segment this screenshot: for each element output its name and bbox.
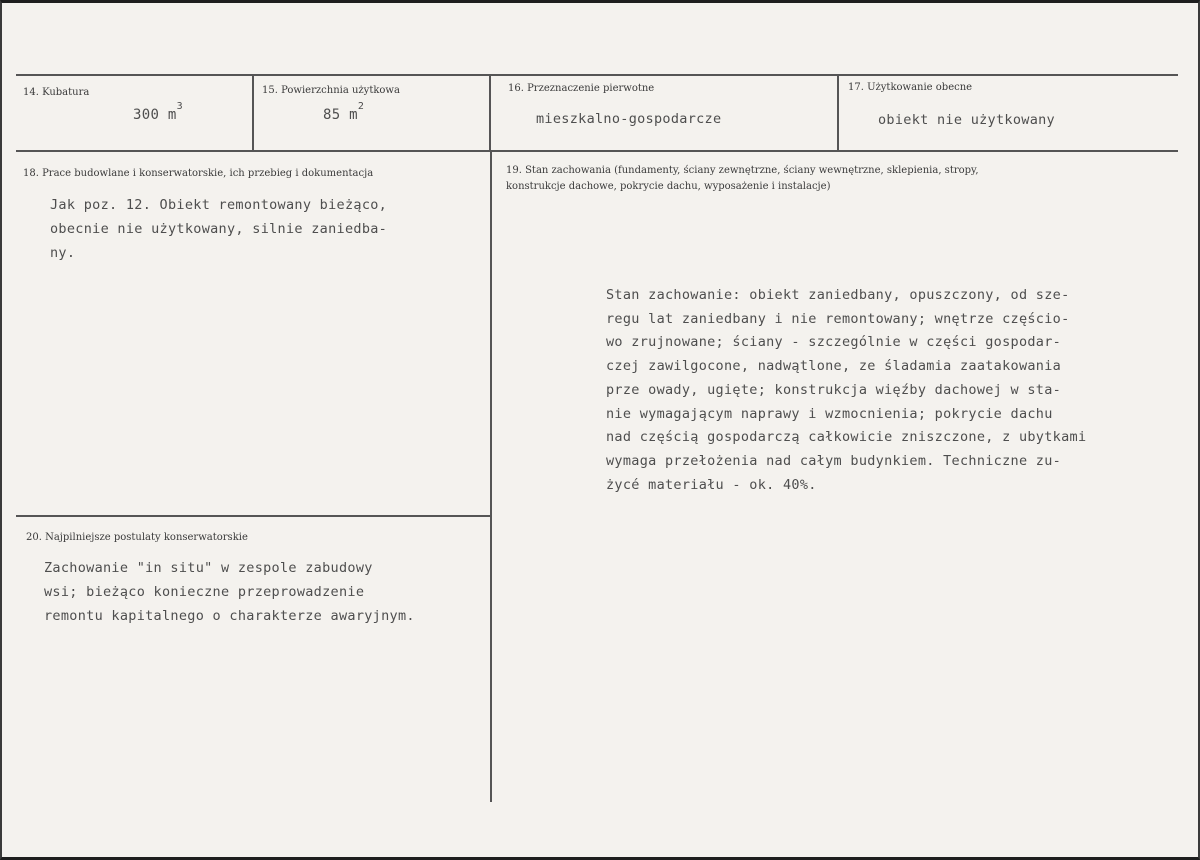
field-15-label: 15. Powierzchnia użytkowa (262, 85, 400, 96)
field-20-label: 20. Najpilniejsze postulaty konserwatorskie (26, 532, 248, 543)
field-17-value: obiekt nie użytkowany (878, 112, 1055, 128)
field-16-label: 16. Przeznaczenie pierwotne (508, 83, 655, 94)
divider-14-15 (252, 76, 254, 152)
field-15-value-text: 85 m (323, 107, 358, 123)
field-14-value-text: 300 m (133, 107, 177, 123)
field-20-text: Zachowanie "in situ" w zespole zabudowy wsi; bieżąco konieczne przeprowadzenie remontu kapitalnego o charakterze awaryjnym. (44, 560, 415, 624)
field-17-label: 17. Użytkowanie obecne (848, 82, 973, 93)
field-19-text: Stan zachowanie: obiekt zaniedbany, opuszczony, od sze- regu lat zaniedbany i nie remontowany; wnętrze częścio- wo zrujnowane; ściany - szczególnie w części gospodar- czej zawilgocone, nadwątlone, ze śladamia zaatakowania prze owady, ugięte; konstrukcja więźby dachowej w sta- nie wymagającym naprawy i wzmocnienia; pokrycie dachu nad częścią gospodarczą całkowicie zniszczone, z ubytkami wymaga przełożenia nad całym budynkiem. Techniczne zu- życé materiału - ok. 40%. (606, 287, 1087, 493)
field-19-label-line1: 19. Stan zachowania (fundamenty, ściany zewnętrzne, ściany wewnętrzne, sklepienia, stropy, (506, 165, 979, 176)
field-19-label-line2: konstrukcje dachowe, pokrycie dachu, wyposażenie i instalacje) (506, 181, 831, 192)
row-rule (16, 150, 1178, 152)
mid-rule-left (16, 515, 492, 517)
top-rule (16, 74, 1178, 76)
field-14-exponent: 3 (176, 101, 183, 112)
divider-16-17 (837, 76, 839, 152)
divider-main (490, 152, 492, 802)
field-16-value: mieszkalno-gospodarcze (536, 111, 722, 127)
field-18-text: Jak poz. 12. Obiekt remontowany bieżąco, obecnie nie użytkowany, silnie zaniedba- ny. (50, 197, 388, 261)
divider-15-16 (489, 76, 491, 152)
field-14-label: 14. Kubatura (23, 87, 90, 98)
field-18-label: 18. Prace budowlane i konserwatorskie, ich przebieg i dokumentacja (23, 168, 374, 179)
field-15-exponent: 2 (357, 101, 365, 112)
field-14-value (133, 101, 183, 123)
field-15-value (323, 101, 365, 123)
